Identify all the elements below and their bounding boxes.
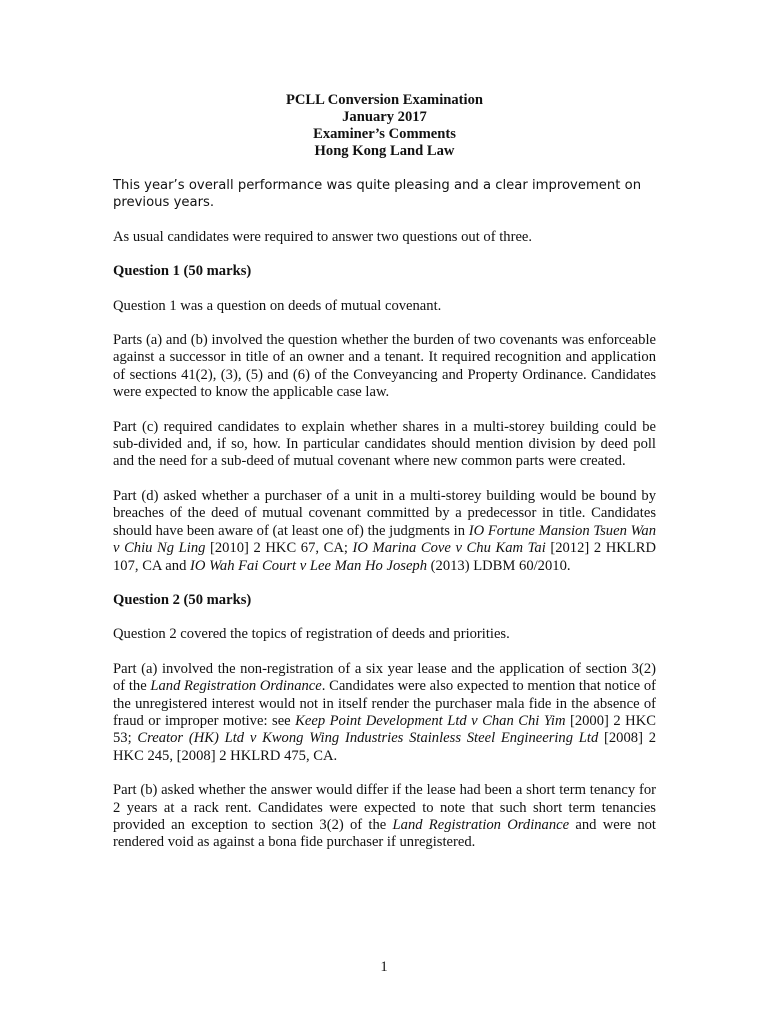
case-name: IO Fortune Mansion Tsuen Wan v Chiu Ng Ling: [113, 522, 657, 557]
heading-line-2: January 2017: [342, 109, 427, 125]
text: Part (d) asked whether a purchaser of a unit in a multi-storey building would be bound by breaches of the deed of mutual covenant committed by a predecessor in title. Candidates should have been aware of (at least one of) the judgments in: [113, 487, 656, 539]
question-1-summary: Question 1 was a question on deeds of mutual covenant.: [113, 297, 442, 314]
text: (2013) LDBM 60/2010.: [427, 557, 571, 574]
question-1-title: Question 1 (50 marks): [113, 263, 252, 280]
text: [2000] 2 HKC 53;: [113, 712, 656, 747]
question-1-parts-ab: Parts (a) and (b) involved the question whether the burden of two covenants was enforceable against a successor in title of an owner and a tenant. It required recognition and application of sections 41(2), (3), (5) and (6) of the Conveyancing and Property Ordinance. Candidates were expected to know the applicable case law.: [113, 332, 656, 401]
question-1-part-c: Part (c) required candidates to explain whether shares in a multi-storey building could be sub-divided and, if so, how. In particular candidates should mention division by deed poll and the need for a sub-deed of mutual covenant where new common parts were created.: [113, 418, 656, 470]
text: [2010] 2 HKC 67, CA;: [205, 540, 353, 557]
text: Part (a) involved the non-registration of a six year lease and the application of section 3(2) of the: [113, 660, 656, 695]
intro-paragraph: This year’s overall performance was quite pleasing and a clear improvement on previous years.: [113, 178, 642, 211]
question-1-part-d: [113, 488, 656, 575]
heading-line-3: Examiner’s Comments: [313, 126, 456, 142]
question-2-part-a: [113, 661, 656, 765]
question-2-title: Question 2 (50 marks): [113, 591, 252, 608]
text: . Candidates were also expected to mention that notice of the unregistered interest would not in itself render the purchaser mala fide in the absence of fraud or improper motive: see: [113, 678, 656, 729]
case-name: IO Wah Fai Court v Lee Man Ho Joseph: [190, 557, 428, 574]
text: and were not rendered void as against a bona fide purchaser if unregistered.: [113, 816, 656, 851]
text: [2008] 2 HKC 245, [2008] 2 HKLRD 475, CA.: [113, 730, 656, 764]
usual-paragraph: As usual candidates were required to answer two questions out of three.: [113, 228, 533, 245]
ordinance-name: Land Registration Ordinance: [392, 816, 570, 833]
case-name: Creator (HK) Ltd v Kwong Wing Industries Stainless Steel Engineering Ltd: [137, 730, 599, 747]
document-heading: [113, 92, 656, 160]
text: [2012] 2 HKLRD 107, CA and: [113, 540, 656, 574]
heading-line-4: Hong Kong Land Law: [314, 143, 455, 159]
case-name: IO Marina Cove v Chu Kam Tai: [352, 540, 546, 557]
text: Part (b) asked whether the answer would differ if the lease had been a short term tenancy for 2 years at a rack rent. Candidates were expected to note that such short term tenancies provided an exception to section 3(2) of the: [113, 782, 656, 833]
ordinance-name: Land Registration Ordinance: [150, 678, 322, 695]
question-2-summary: Question 2 covered the topics of registration of deeds and priorities.: [113, 626, 510, 643]
question-2-part-b: [113, 782, 656, 852]
case-name: Keep Point Development Ltd v Chan Chi Yim: [295, 712, 566, 729]
page-number: 1: [380, 959, 388, 975]
heading-line-1: PCLL Conversion Examination: [285, 92, 484, 108]
